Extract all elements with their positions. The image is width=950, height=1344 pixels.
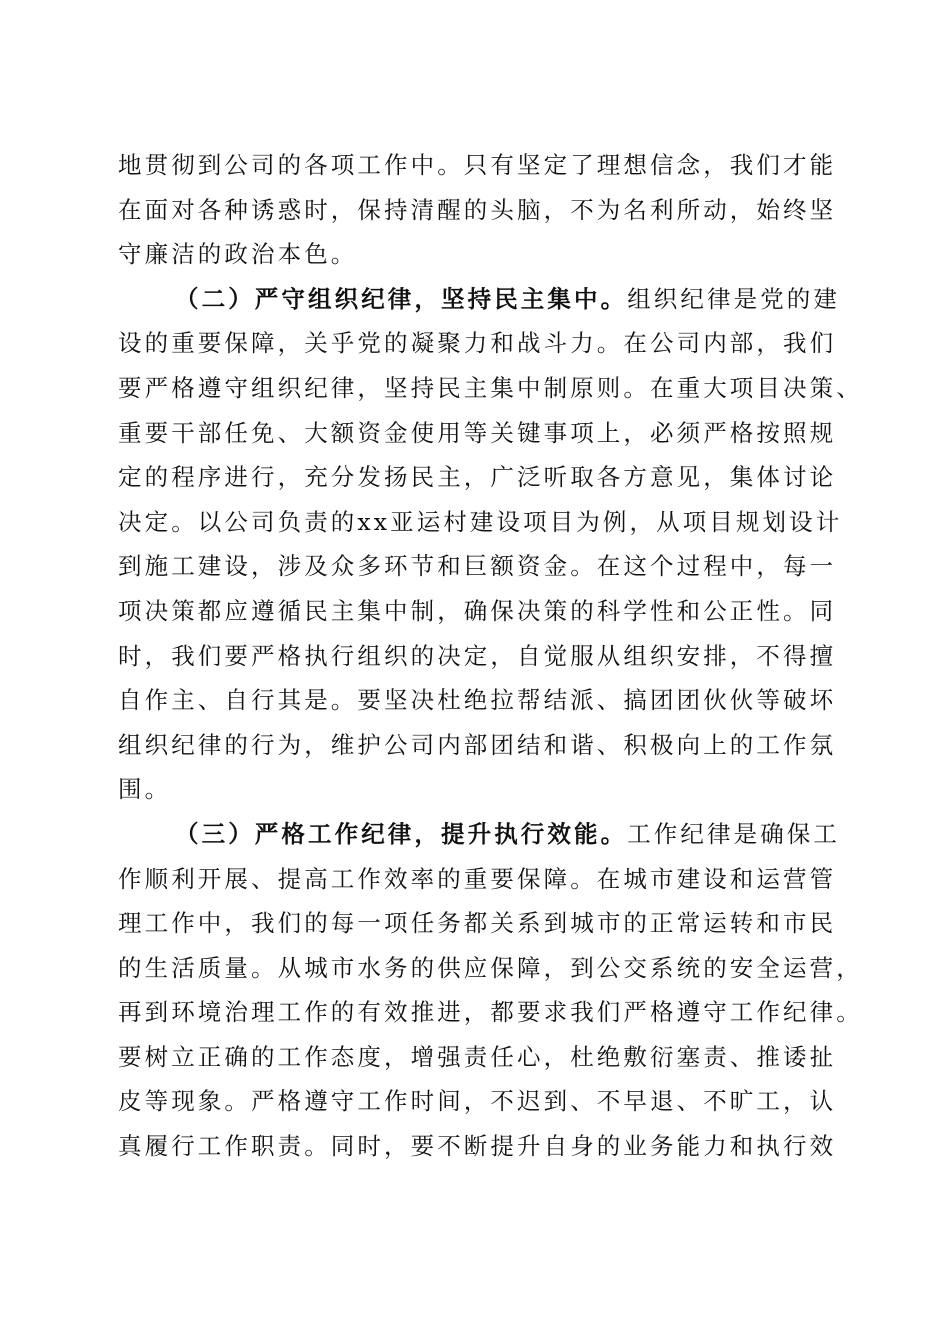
paragraph-2-line: 项决策都应遵循民主集中制，确保决策的科学性和公正性。同 [118, 596, 837, 625]
paragraph-2-first-line-text: 组织纪律是党的建 [627, 284, 841, 313]
section-heading-3: （三）严格工作纪律，提升执行效能。 [175, 819, 628, 848]
document-body [118, 143, 863, 1169]
paragraph-2-line: 自作主、自行其是。要坚决杜绝拉帮结派、搞团团伙伙等破坏 [118, 686, 837, 715]
paragraph-3-line: 作顺利开展、提高工作效率的重要保障。在城市建设和运营管 [118, 864, 837, 893]
paragraph-3-first-line-text: 工作纪律是确保工 [627, 819, 841, 848]
paragraph-3-line: 的生活质量。从城市水务的供应保障，到公交系统的安全运营， [118, 953, 863, 982]
paragraph-2-line: 时，我们要严格执行组织的决定，自觉服从组织安排，不得擅 [118, 641, 837, 670]
paragraph-3-line: 再到环境治理工作的有效推进，都要求我们严格遵守工作纪律。 [118, 998, 863, 1027]
paragraph-2-line: 组织纪律的行为，维护公司内部团结和谐、积极向上的工作氛 [118, 730, 837, 759]
paragraph-2-line: 围。 [118, 775, 172, 804]
paragraph-3-line: 理工作中，我们的每一项任务都关系到城市的正常运转和市民 [118, 909, 837, 938]
paragraph-3-line: 皮等现象。严格遵守工作时间，不迟到、不早退、不旷工，认 [118, 1087, 837, 1116]
paragraph-3-first-line [118, 812, 841, 857]
section-heading-2: （二）严守组织纪律，坚持民主集中。 [175, 284, 628, 313]
paragraph-1-line-3: 守廉洁的政治本色。 [118, 240, 358, 269]
paragraph-3-line: 要树立正确的工作态度，增强责任心，杜绝敷衍塞责、推诿扯 [118, 1042, 837, 1071]
paragraph-1-line-2: 在面对各种诱惑时，保持清醒的头脑，不为名利所动，始终坚 [118, 195, 837, 224]
paragraph-1-line-1: 地贯彻到公司的各项工作中。只有坚定了理想信念，我们才能 [118, 151, 837, 179]
paragraph-2-line: 要严格遵守组织纪律，坚持民主集中制原则。在重大项目决策、 [118, 373, 863, 402]
paragraph-2-first-line [118, 277, 841, 322]
paragraph-2-line: 重要干部任免、大额资金使用等关键事项上，必须严格按照规 [118, 418, 837, 447]
paragraph-2-line: 设的重要保障，关乎党的凝聚力和战斗力。在公司内部，我们 [118, 329, 837, 358]
paragraph-3-line: 真履行工作职责。同时，要不断提升自身的业务能力和执行效 [118, 1132, 837, 1161]
paragraph-2-line: 定的程序进行，充分发扬民主，广泛听取各方意见，集体讨论 [118, 463, 837, 492]
paragraph-2-line: 决定。以公司负责的xx亚运村建设项目为例，从项目规划设计 [118, 507, 843, 536]
paragraph-2-line: 到施工建设，涉及众多环节和巨额资金。在这个过程中，每一 [118, 552, 837, 581]
